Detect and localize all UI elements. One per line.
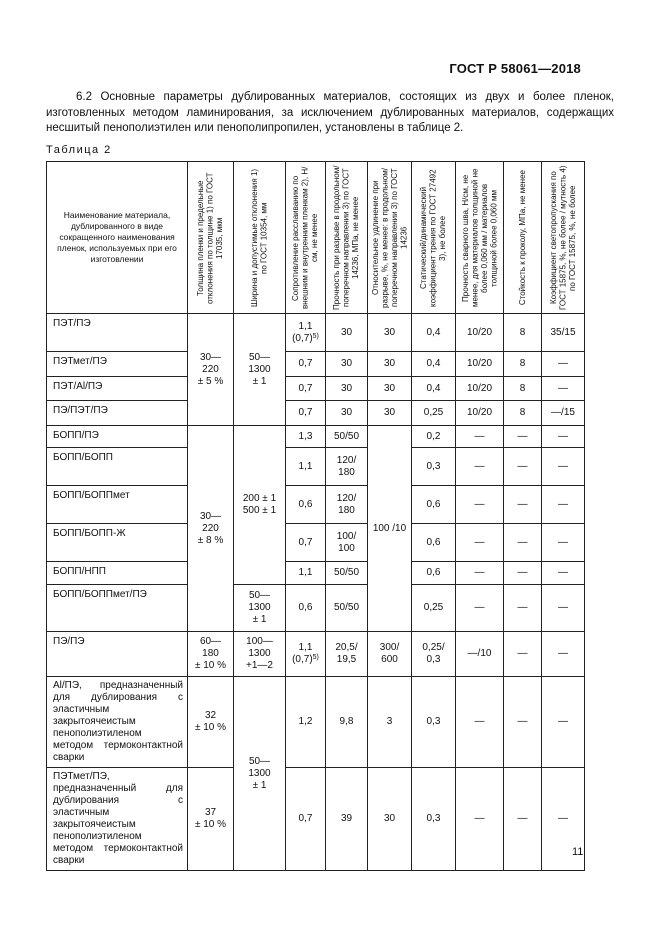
- light-cell: —: [542, 486, 585, 524]
- friction-cell: 0,25: [412, 401, 456, 426]
- light-cell: —: [542, 426, 585, 448]
- width-cell: 100— 1300 +1—2: [234, 632, 286, 677]
- table-row: [47, 632, 585, 677]
- puncture-cell: —: [504, 562, 542, 585]
- elongation-cell: 30: [368, 314, 412, 352]
- tensile-cell: 50/50: [326, 585, 368, 632]
- peel-cell: 0,7: [286, 401, 326, 426]
- peel-cell: 0,7: [286, 352, 326, 377]
- tensile-cell: 20,5/ 19,5: [326, 632, 368, 677]
- puncture-cell: —: [504, 524, 542, 562]
- seal-cell: 10/20: [456, 401, 504, 426]
- table-row: [47, 352, 585, 377]
- tensile-cell: 120/ 180: [326, 448, 368, 486]
- friction-cell: 0,25/ 0,3: [412, 632, 456, 677]
- friction-cell: 0,2: [412, 426, 456, 448]
- friction-cell: 0,4: [412, 377, 456, 401]
- peel-cell: 0,6: [286, 486, 326, 524]
- elongation-cell: 30: [368, 377, 412, 401]
- puncture-cell: 8: [504, 314, 542, 352]
- peel-cell: 0,7: [286, 768, 326, 871]
- thickness-cell: 30— 220 ± 5 %: [188, 314, 234, 426]
- peel-cell: 0,7: [286, 377, 326, 401]
- page-number: 11: [572, 846, 584, 858]
- friction-cell: 0,6: [412, 486, 456, 524]
- table-row: [47, 585, 585, 632]
- peel-cell: 0,6: [286, 585, 326, 632]
- seal-cell: —: [456, 677, 504, 768]
- tensile-cell: 39: [326, 768, 368, 871]
- light-cell: —: [542, 524, 585, 562]
- elongation-cell: 3: [368, 677, 412, 768]
- light-cell: —: [542, 352, 585, 377]
- row-name: ПЭТмет/ПЭ: [47, 352, 188, 377]
- light-cell: —: [542, 632, 585, 677]
- light-cell: —: [542, 562, 585, 585]
- light-cell: —/15: [542, 401, 585, 426]
- light-cell: —: [542, 768, 585, 871]
- table-row: [47, 562, 585, 585]
- peel-cell: 1,2: [286, 677, 326, 768]
- seal-cell: 10/20: [456, 314, 504, 352]
- puncture-cell: 8: [504, 401, 542, 426]
- elongation-cell: 30: [368, 401, 412, 426]
- row-name: ПЭ/ПЭТ/ПЭ: [47, 401, 188, 426]
- friction-cell: 0,6: [412, 524, 456, 562]
- tensile-cell: 120/ 180: [326, 486, 368, 524]
- table-header-row: [47, 162, 585, 314]
- row-name: ПЭТ/ПЭ: [47, 314, 188, 352]
- elongation-cell: 30: [368, 352, 412, 377]
- thickness-cell: 60— 180 ± 10 %: [188, 632, 234, 677]
- row-name: ПЭТмет/ПЭ, предназначенный для дублирования с эластичным закрытоячеистым пенополиэтиленом методом термоконтактной сварки: [47, 768, 188, 871]
- row-name: БОПП/БОППмет: [47, 486, 188, 524]
- table-caption: Таблица 2: [46, 144, 112, 156]
- intro-paragraph: 6.2 Основные параметры дублированных материалов, состоящих из двух и более пленок, изготовленных методом ламинирования, за исключением дублированных материалов, содержащих несшитый пенополиэтилен или пенополипропилен, установлены в таблице 2.: [46, 91, 614, 134]
- tensile-cell: 100/ 100: [326, 524, 368, 562]
- seal-cell: —: [456, 448, 504, 486]
- row-name: БОПП/БОПП-Ж: [47, 524, 188, 562]
- seal-cell: —: [456, 562, 504, 585]
- puncture-cell: —: [504, 448, 542, 486]
- col-header-width: Ширина и допустимые отклонения 1) по ГОСТ 10354, мм: [234, 162, 286, 314]
- width-cell: 200 ± 1 500 ± 1: [234, 426, 286, 585]
- tensile-cell: 50/50: [326, 426, 368, 448]
- peel-cell: 1,1: [286, 562, 326, 585]
- friction-cell: 0,6: [412, 562, 456, 585]
- row-name: БОПП/ПЭ: [47, 426, 188, 448]
- seal-cell: 10/20: [456, 377, 504, 401]
- puncture-cell: —: [504, 677, 542, 768]
- col-header-tensile: Прочность при разрыве в продольном/поперечном направлении 3) по ГОСТ 14236, МПа, не менее: [326, 162, 368, 314]
- light-cell: —: [542, 677, 585, 768]
- peel-cell: 1,1 $(0,7)^{5)}$: [286, 314, 326, 352]
- table-row: [47, 486, 585, 524]
- friction-cell: 0,4: [412, 352, 456, 377]
- tensile-cell: 30: [326, 401, 368, 426]
- light-cell: 35/15: [542, 314, 585, 352]
- puncture-cell: —: [504, 768, 542, 871]
- col-header-friction: Статический/динамический коэффициент трения по ГОСТ 27492 3), не более: [412, 162, 456, 314]
- light-cell: —: [542, 448, 585, 486]
- col-header-elongation: Относительное удлинение при разрыве, %, не менее: в продольном/поперечном направлении 3) по ГОСТ 14236: [368, 162, 412, 314]
- table-row: [47, 524, 585, 562]
- seal-cell: —/10: [456, 632, 504, 677]
- peel-cell: 1,3: [286, 426, 326, 448]
- puncture-cell: —: [504, 632, 542, 677]
- tensile-cell: 9,8: [326, 677, 368, 768]
- tensile-cell: 50/50: [326, 562, 368, 585]
- col-header-light: Коэффициент светопропускания по ГОСТ 15875, %, не более / мутность 4) по ГОСТ 15875, %, не более: [542, 162, 585, 314]
- light-cell: —: [542, 585, 585, 632]
- table-row: [47, 401, 585, 426]
- puncture-cell: —: [504, 486, 542, 524]
- friction-cell: 0,3: [412, 677, 456, 768]
- standard-header: ГОСТ Р 58061—2018: [449, 61, 581, 76]
- peel-cell: 1,1 $(0,7)^{5)}$: [286, 632, 326, 677]
- thickness-cell: 37 ± 10 %: [188, 768, 234, 871]
- parameters-table: [46, 161, 585, 871]
- elongation-cell: 100 /10: [368, 426, 412, 632]
- seal-cell: 10/20: [456, 352, 504, 377]
- col-header-puncture: Стойкость к проколу, МПа, не менее: [504, 162, 542, 314]
- row-name: БОПП/БОППмет/ПЭ: [47, 585, 188, 632]
- col-header-name: Наименование материала, дублированного в виде сокращенного наименования пленок, используемых при его изготовлении: [47, 162, 188, 314]
- width-cell: 50— 1300 ± 1: [234, 585, 286, 632]
- table-row: [47, 768, 585, 871]
- seal-cell: —: [456, 486, 504, 524]
- friction-cell: 0,3: [412, 768, 456, 871]
- table-row: [47, 677, 585, 768]
- puncture-cell: —: [504, 426, 542, 448]
- col-header-thickness: Толщина пленки и предельные отклонения по толщине 1) по ГОСТ 17035, мкм: [188, 162, 234, 314]
- col-header-peel: Сопротивление расслаиванию по внешним и внутренним пленкам 2), Н/см, не менее: [286, 162, 326, 314]
- thickness-cell: 30— 220 ± 8 %: [188, 426, 234, 632]
- puncture-cell: 8: [504, 352, 542, 377]
- row-name: ПЭТ/Al/ПЭ: [47, 377, 188, 401]
- width-cell: 50— 1300 ± 1: [234, 314, 286, 426]
- row-name: ПЭ/ПЭ: [47, 632, 188, 677]
- seal-cell: —: [456, 426, 504, 448]
- table-row: [47, 314, 585, 352]
- puncture-cell: —: [504, 585, 542, 632]
- row-name: БОПП/НПП: [47, 562, 188, 585]
- friction-cell: 0,3: [412, 448, 456, 486]
- seal-cell: —: [456, 585, 504, 632]
- col-header-seal: Прочность сварного шва, Н/см, не менее, для материалов толщиной не более 0,060 мм / материалов толщиной более 0,060 мм: [456, 162, 504, 314]
- light-cell: —: [542, 377, 585, 401]
- width-cell: 50— 1300 ± 1: [234, 677, 286, 871]
- seal-cell: —: [456, 768, 504, 871]
- table-row: [47, 377, 585, 401]
- elongation-cell: 30: [368, 768, 412, 871]
- table-row: [47, 448, 585, 486]
- peel-cell: 0,7: [286, 524, 326, 562]
- table-row: [47, 426, 585, 448]
- tensile-cell: 30: [326, 377, 368, 401]
- friction-cell: 0,25: [412, 585, 456, 632]
- seal-cell: —: [456, 524, 504, 562]
- tensile-cell: 30: [326, 314, 368, 352]
- elongation-cell: 300/ 600: [368, 632, 412, 677]
- thickness-cell: 32 ± 10 %: [188, 677, 234, 768]
- puncture-cell: 8: [504, 377, 542, 401]
- row-name: БОПП/БОПП: [47, 448, 188, 486]
- row-name: Al/ПЭ, предназначенный для дублирования с эластичным закрытоячеистым пенополиэтиленом методом термоконтактной сварки: [47, 677, 188, 768]
- peel-cell: 1,1: [286, 448, 326, 486]
- friction-cell: 0,4: [412, 314, 456, 352]
- tensile-cell: 30: [326, 352, 368, 377]
